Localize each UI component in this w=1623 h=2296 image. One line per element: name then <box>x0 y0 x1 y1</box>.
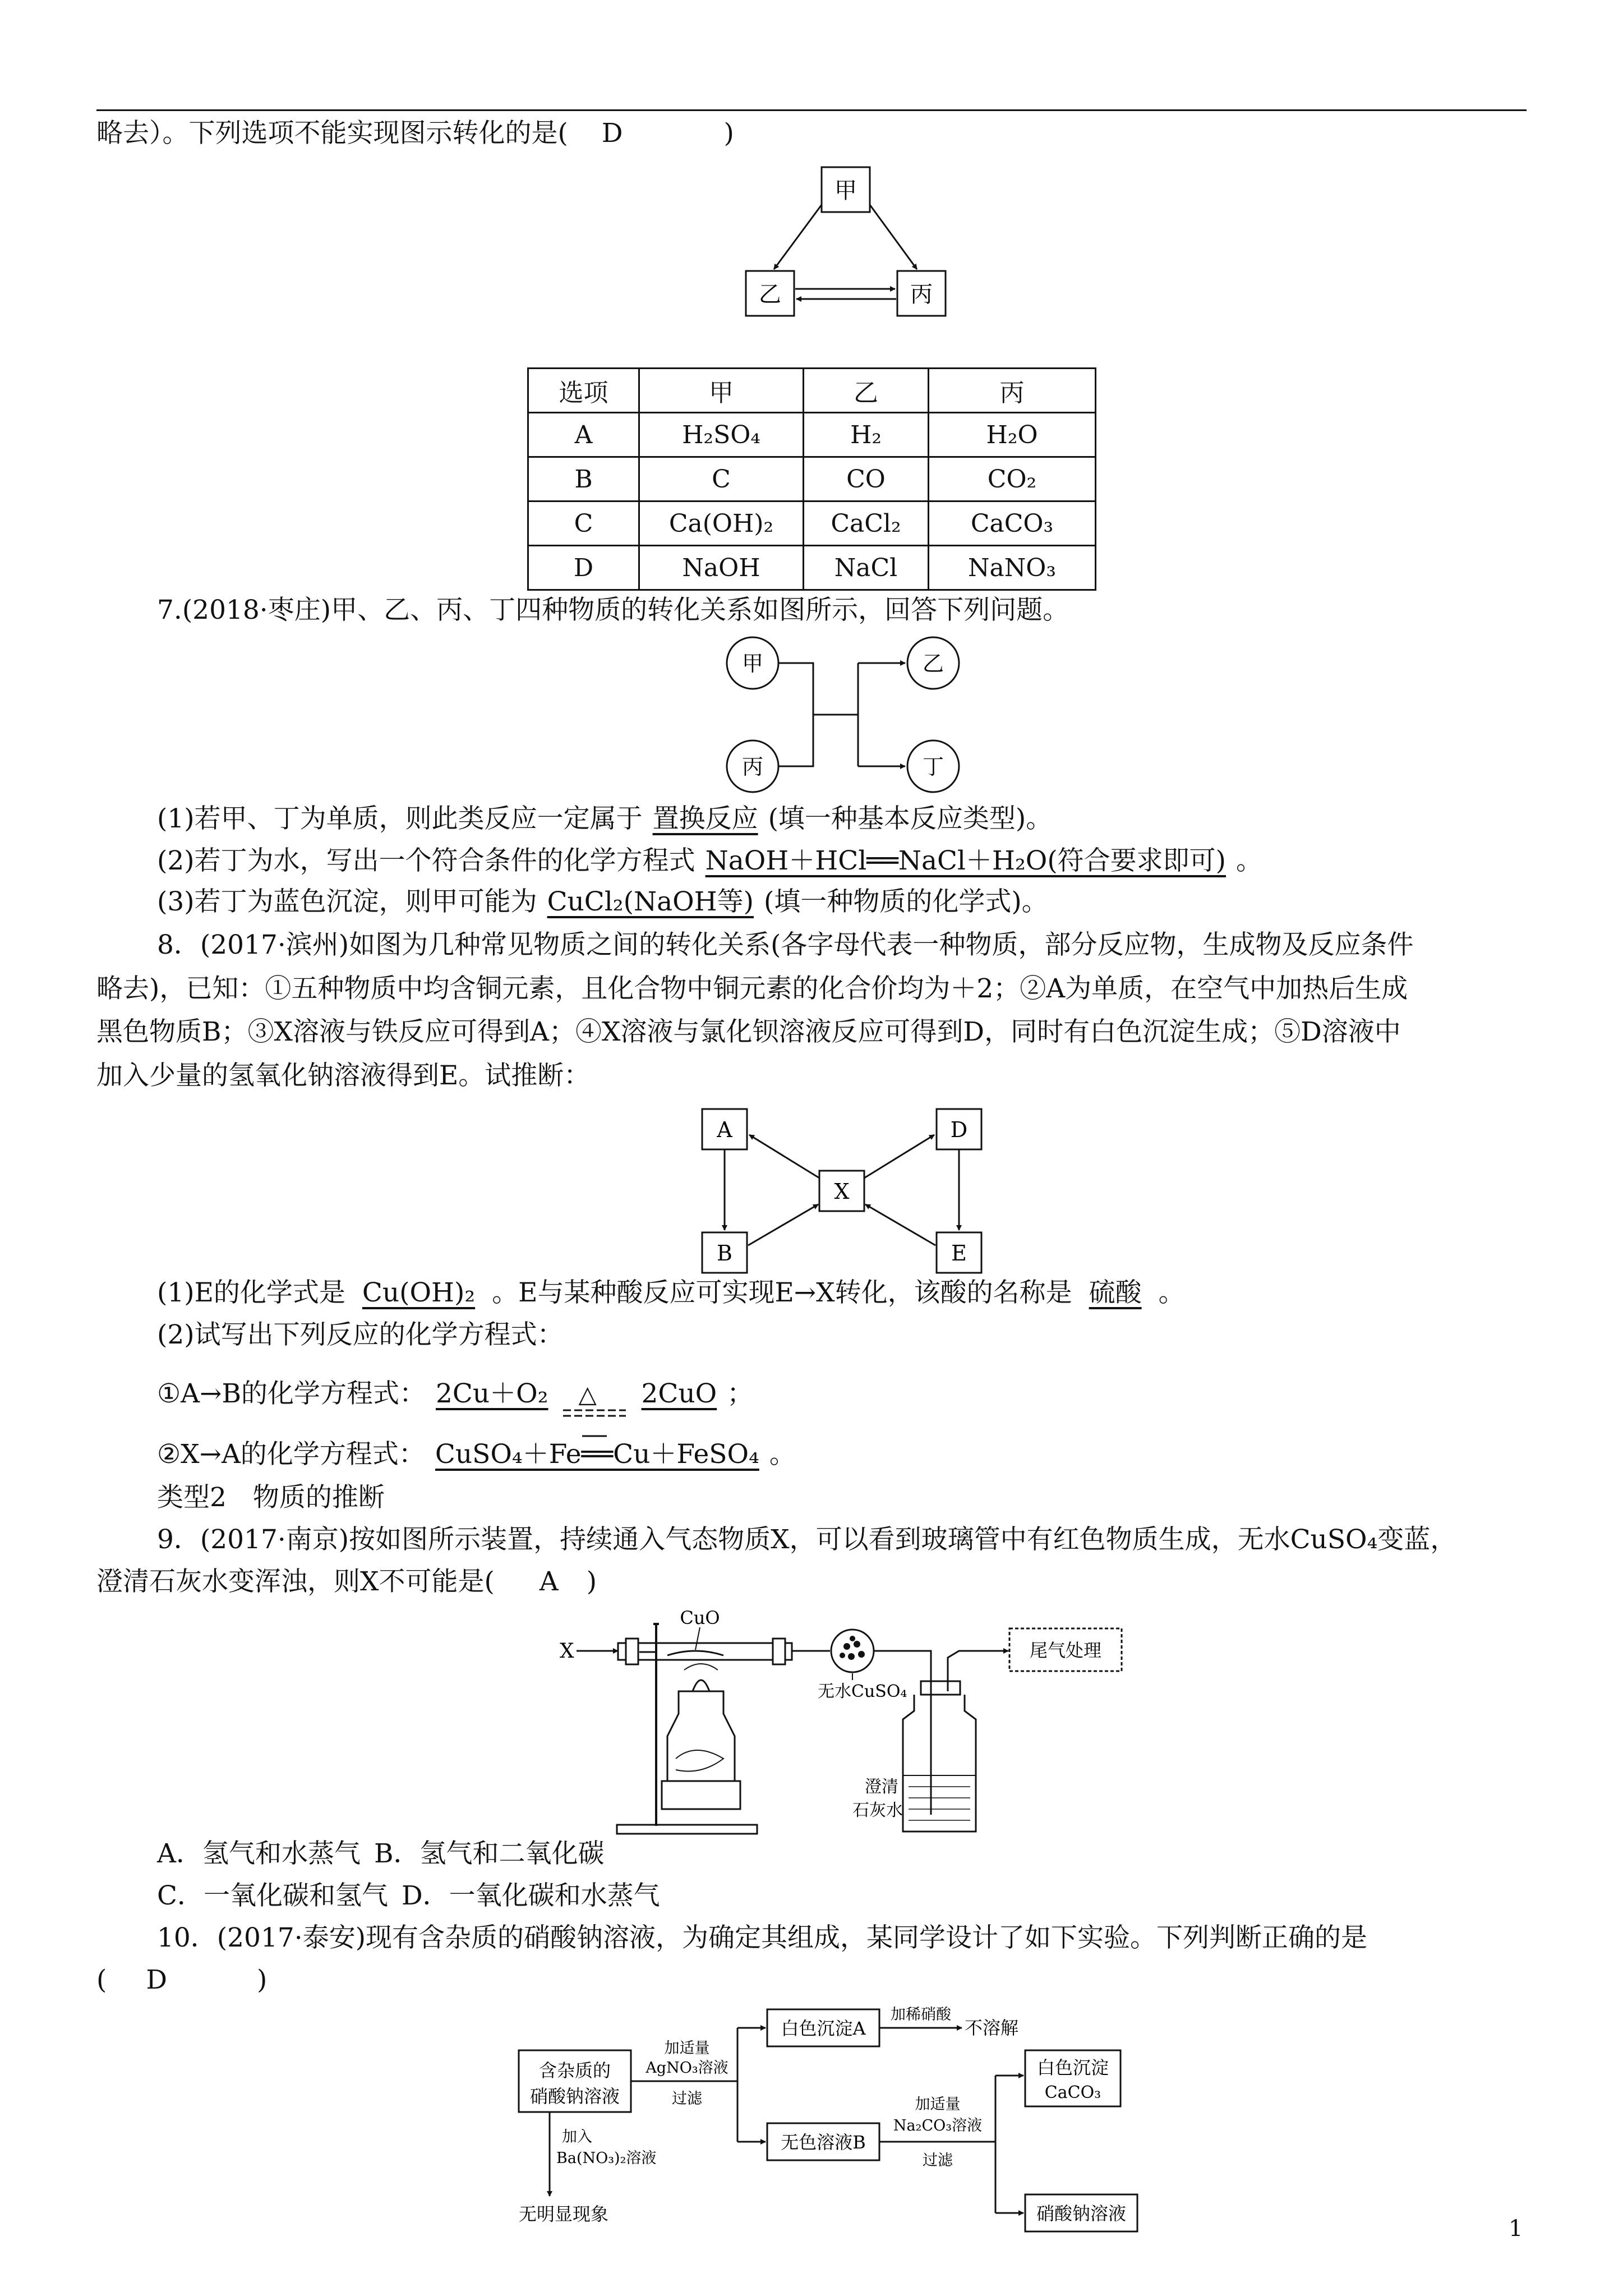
q10-line1: 10．(2017·泰安)现有含杂质的硝酸钠溶液，为确定其组成，某同学设计了如下实验。下列判断正确的是 <box>157 1922 1368 1953</box>
q6-answer: D <box>601 118 623 149</box>
q6-node-jia: 甲 <box>834 178 857 204</box>
table-cell: CO <box>804 457 929 501</box>
section-heading-type2: 类型2 物质的推断 <box>157 1482 385 1513</box>
table-cell: C <box>639 457 804 501</box>
table-cell: CO₂ <box>929 457 1096 501</box>
q7-part3 <box>157 885 1048 919</box>
q7-p3-answer: CuCl₂(NaOH等) <box>547 886 754 917</box>
q8-node-b: B <box>717 1241 732 1266</box>
q6-intro <box>96 117 734 150</box>
q8-node-a: A <box>717 1117 732 1142</box>
q10-add1-line2: AgNO₃溶液 <box>645 2059 728 2077</box>
q6-node-bing: 丙 <box>910 282 933 307</box>
q10-add3-line1: 加入 <box>562 2128 592 2146</box>
q8-eq2 <box>157 1438 796 1471</box>
q9-answer: A <box>539 1566 559 1597</box>
q10-add1-line1: 加适量 <box>664 2040 710 2057</box>
q8-eq2-answer: CuSO₄＋Fe══Cu＋FeSO₄ <box>435 1439 759 1470</box>
table-row <box>528 546 1096 590</box>
q8-eq1-post: ； <box>727 1378 754 1409</box>
q7-p1-post: (填一种基本反应类型)。 <box>768 803 1053 834</box>
q8-line2: 略去)，已知：①五种物质中均含铜元素，且化合物中铜元素的化合价均为＋2；②A为单质，在空气中加热后生成 <box>96 973 1408 1004</box>
q7-p2-answer: NaOH＋HCl══NaCl＋H₂O(符合要求即可) <box>705 845 1226 876</box>
q10-add2-line1: 加适量 <box>915 2096 961 2113</box>
q10-acid: 加稀硝酸 <box>891 2006 951 2023</box>
q10-add3-line2: Ba(NO₃)₂溶液 <box>556 2150 657 2167</box>
q6-close: ) <box>723 118 734 149</box>
q9-line2 <box>96 1565 597 1599</box>
table-cell: H₂ <box>804 413 929 457</box>
q9-option-c: C．一氧化碳和氢气 <box>157 1880 388 1911</box>
q10-filter2: 过滤 <box>923 2152 953 2169</box>
page-number: 1 <box>1509 2216 1523 2242</box>
q8-line4: 加入少量的氢氧化钠溶液得到E。试推断： <box>96 1060 591 1091</box>
q9-lime-label-1: 澄清 <box>865 1777 898 1797</box>
q10-ppt2-line2: CaCO₃ <box>1044 2083 1101 2102</box>
q8-p1-pre: (1)E的化学式是 <box>157 1277 345 1308</box>
q8-line1: 8．(2017·滨州)如图为几种常见物质之间的转化关系(各字母代表一种物质，部分反应物，生成物及反应条件 <box>157 930 1414 960</box>
q10-add2-line2: Na₂CO₃溶液 <box>893 2117 983 2134</box>
q7-p2-pre: (2)若丁为水，写出一个符合条件的化学方程式 <box>157 845 695 876</box>
q8-eq1 <box>157 1377 753 1411</box>
q7-part2 <box>157 844 1262 878</box>
q10-start-line2: 硝酸钠溶液 <box>529 2086 620 2107</box>
q7-p1-answer: 置换反应 <box>652 803 758 834</box>
q10-sol-b: 无色溶液B <box>781 2132 866 2153</box>
table-row <box>528 413 1096 457</box>
q7-p3-post: (填一种物质的化学式)。 <box>763 886 1048 917</box>
q8-p1-post: 。 <box>1158 1277 1185 1308</box>
table-cell: H₂O <box>929 413 1096 457</box>
q6-node-yi: 乙 <box>759 282 781 307</box>
table-header: 甲 <box>639 369 804 413</box>
table-cell: D <box>528 546 639 590</box>
q8-diagram <box>701 1108 993 1276</box>
table-header: 乙 <box>804 369 929 413</box>
q9-x-label: X <box>560 1640 574 1663</box>
q8-part1 <box>157 1276 1185 1310</box>
table-cell: C <box>528 501 639 546</box>
q9-cuso4-label: 无水CuSO₄ <box>818 1682 907 1701</box>
q6-intro-text: 略去）。下列选项不能实现图示转化的是( <box>96 118 568 149</box>
q7-diagram <box>723 634 965 808</box>
table-cell: CaCO₃ <box>929 501 1096 546</box>
q8-eq1-right: 2CuO <box>641 1378 717 1409</box>
q8-p1-answer2: 硫酸 <box>1089 1277 1142 1308</box>
q7-stem: 7.(2018·枣庄)甲、乙、丙、丁四种物质的转化关系如图所示，回答下列问题。 <box>157 595 1069 625</box>
q9-line2-pre: 澄清石灰水变浑浊，则X不可能是( <box>96 1566 495 1597</box>
q8-line3: 黑色物质B；③X溶液与铁反应可得到A；④X溶液与氯化钡溶液反应可得到D，同时有白色沉淀生成；⑤D溶液中 <box>96 1016 1401 1047</box>
q8-node-e: E <box>951 1241 967 1266</box>
table-header-row <box>528 369 1096 413</box>
q9-options-row1 <box>157 1837 605 1871</box>
q8-eq1-left: 2Cu＋O₂ <box>436 1378 548 1409</box>
q7-node-ding: 丁 <box>922 754 944 779</box>
q10-close: ) <box>257 1964 268 1995</box>
q8-eq1-pre: ①A→B的化学方程式： <box>157 1378 426 1409</box>
q9-tail-gas-label: 尾气处理 <box>1029 1640 1102 1661</box>
q10-answer: D <box>146 1964 168 1995</box>
q9-option-a: A．氢气和水蒸气 <box>157 1838 361 1869</box>
q9-option-b: B．氢气和二氧化碳 <box>374 1838 605 1869</box>
q8-eq2-post: 。 <box>769 1439 796 1470</box>
q10-open: ( <box>96 1964 107 1995</box>
q8-node-d: D <box>950 1117 968 1142</box>
heat-triangle-icon: △ <box>578 1381 597 1408</box>
q7-p2-post: 。 <box>1236 845 1262 876</box>
q9-cuo-label: CuO <box>680 1607 720 1628</box>
table-header: 选项 <box>528 369 639 413</box>
q8-node-x: X <box>834 1179 850 1204</box>
q10-ppt-a: 白色沉淀A <box>781 2018 866 2039</box>
q6-triangle-diagram <box>729 165 965 323</box>
q8-p1-answer: Cu(OH)₂ <box>362 1277 476 1308</box>
q10-nano3: 硝酸钠溶液 <box>1036 2203 1127 2224</box>
q10-line2 <box>96 1963 267 1997</box>
q8-p1-mid: 。E与某种酸反应可实现E→X转化，该酸的名称是 <box>492 1277 1072 1308</box>
q7-node-yi: 乙 <box>922 651 944 676</box>
table-row <box>528 457 1096 501</box>
table-cell: B <box>528 457 639 501</box>
q9-options-row2 <box>157 1879 660 1913</box>
q7-p1-pre: (1)若甲、丁为单质，则此类反应一定属于 <box>157 803 643 834</box>
q10-no-change: 无明显现象 <box>519 2203 609 2225</box>
q9-apparatus <box>555 1607 1127 1843</box>
table-cell: NaCl <box>804 546 929 590</box>
table-cell: CaCl₂ <box>804 501 929 546</box>
table-cell: Ca(OH)₂ <box>639 501 804 546</box>
top-rule <box>96 109 1527 111</box>
q7-part1 <box>157 802 1052 836</box>
q9-line1: 9．(2017·南京)按如图所示装置，持续通入气态物质X，可以看到玻璃管中有红色物质生成，无水CuSO₄变蓝， <box>157 1524 1457 1555</box>
q10-ppt2-line1: 白色沉淀 <box>1036 2057 1109 2078</box>
table-cell: NaNO₃ <box>929 546 1096 590</box>
table-cell: A <box>528 413 639 457</box>
q10-insoluble: 不溶解 <box>965 2017 1019 2039</box>
table-header: 丙 <box>929 369 1096 413</box>
q8-part2: (2)试写出下列反应的化学方程式： <box>157 1319 564 1350</box>
q8-eq2-pre: ②X→A的化学方程式： <box>157 1439 425 1470</box>
q9-option-d: D．一氧化碳和水蒸气 <box>401 1880 660 1911</box>
q6-options-table <box>527 367 1096 591</box>
q7-p3-pre: (3)若丁为蓝色沉淀，则甲可能为 <box>157 886 537 917</box>
q10-start-line1: 含杂质的 <box>538 2060 611 2081</box>
q9-close: ) <box>586 1566 597 1597</box>
q9-lime-label-2: 石灰水 <box>852 1801 903 1820</box>
table-cell: H₂SO₄ <box>639 413 804 457</box>
q7-node-jia: 甲 <box>741 651 764 676</box>
table-cell: NaOH <box>639 546 804 590</box>
q10-filter1: 过滤 <box>672 2090 702 2108</box>
q10-flowchart <box>516 1997 1189 2244</box>
q7-node-bing: 丙 <box>741 754 764 779</box>
table-row <box>528 501 1096 546</box>
